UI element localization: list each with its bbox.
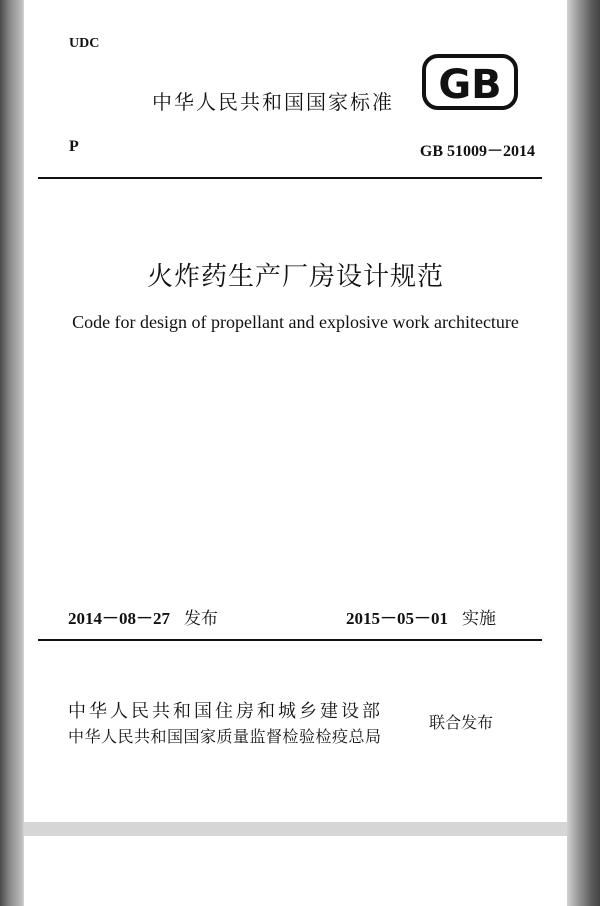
title-english: Code for design of propellant and explosive work architecture <box>72 312 519 332</box>
bottom-divider <box>38 639 542 641</box>
gb-logo <box>422 54 518 110</box>
publisher-aqsiq: 中华人民共和国国家质量监督检验检疫总局 <box>68 727 382 746</box>
publisher-ministry: 中华人民共和国住房和城乡建设部 <box>68 701 383 722</box>
gb-logo-text: GB <box>438 62 502 108</box>
standard-code: GB 51009－2014 <box>419 143 535 160</box>
classification-label: P <box>69 138 79 155</box>
implement-date-line <box>346 604 496 629</box>
udc-label: UDC <box>69 36 100 51</box>
implement-date: 2015－05－01 <box>346 609 448 628</box>
issue-date-line <box>68 604 218 629</box>
national-standard-heading: 中华人民共和国国家标准 <box>152 90 394 114</box>
standard-cover-page <box>24 0 567 822</box>
title-chinese: 火炸药生产厂房设计规范 <box>146 262 444 292</box>
issue-date: 2014－08－27 <box>68 609 170 628</box>
next-page-edge <box>24 836 567 906</box>
joint-publish-label: 联合发布 <box>429 713 494 732</box>
top-divider <box>38 177 542 179</box>
issue-label: 发布 <box>184 609 218 629</box>
implement-label: 实施 <box>462 609 496 629</box>
